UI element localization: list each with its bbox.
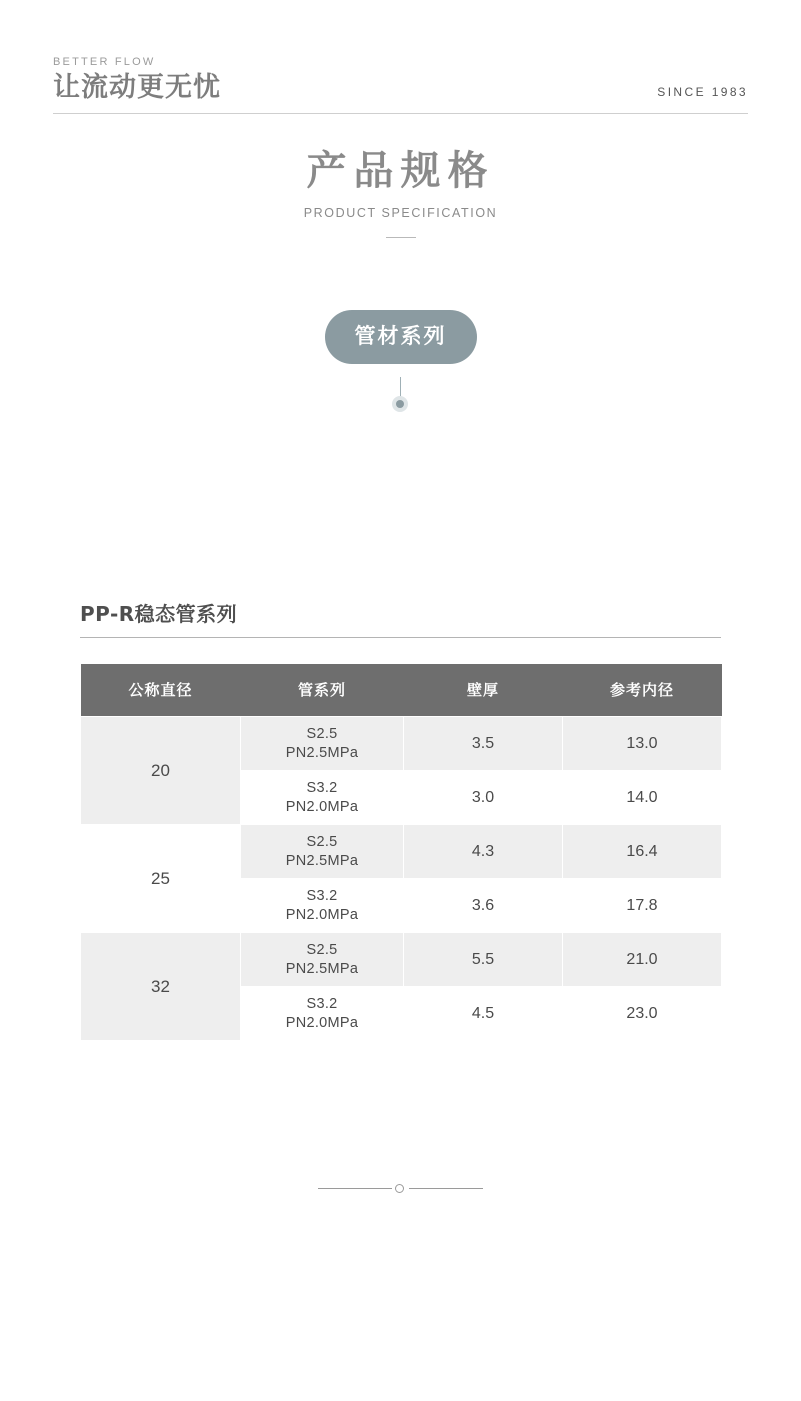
column-header-nominal-diameter: 公称直径 — [81, 664, 241, 717]
title-dash-divider — [386, 237, 416, 238]
series-pressure: PN2.5MPa — [285, 960, 359, 977]
table-row — [81, 825, 722, 879]
cell-wall-thickness: 3.6 — [404, 879, 563, 933]
brand-tagline-cn: 让流动更无忧 — [53, 72, 221, 103]
cell-inner-diameter: 23.0 — [563, 987, 722, 1041]
cell-inner-diameter: 16.4 — [563, 825, 722, 879]
series-code: S3.2 — [306, 887, 338, 904]
cell-inner-diameter: 21.0 — [563, 933, 722, 987]
cell-wall-thickness: 3.0 — [404, 771, 563, 825]
table-header-row — [81, 664, 722, 717]
brand-tagline-en: BETTER FLOW — [53, 56, 156, 68]
badge-connector-line — [400, 377, 401, 398]
column-header-pipe-series: 管系列 — [241, 664, 404, 717]
series-pressure: PN2.0MPa — [285, 906, 359, 923]
since-label: SINCE 1983 — [657, 85, 748, 99]
cell-pipe-series — [241, 825, 404, 879]
category-badge-wrapper — [0, 310, 801, 364]
cell-wall-thickness: 5.5 — [404, 933, 563, 987]
header-divider — [53, 113, 748, 114]
cell-inner-diameter: 14.0 — [563, 771, 722, 825]
cell-pipe-series — [241, 879, 404, 933]
brand-logo — [53, 55, 353, 105]
page-subtitle: PRODUCT SPECIFICATION — [303, 206, 498, 220]
page-title: 产品规格 — [306, 148, 495, 194]
cell-wall-thickness: 4.3 — [404, 825, 563, 879]
series-code: S3.2 — [306, 779, 338, 796]
cell-nominal-diameter: 20 — [81, 717, 241, 825]
cell-nominal-diameter: 32 — [81, 933, 241, 1041]
series-code: S2.5 — [306, 941, 338, 958]
table-row — [81, 933, 722, 987]
cell-pipe-series — [241, 933, 404, 987]
series-code: S2.5 — [306, 833, 338, 850]
series-code: S2.5 — [306, 725, 338, 742]
ornament-circle-icon — [395, 1184, 404, 1193]
cell-inner-diameter: 13.0 — [563, 717, 722, 771]
table-row — [81, 717, 722, 771]
cell-pipe-series — [241, 771, 404, 825]
badge-connector-dot-inner — [396, 400, 404, 408]
section-divider — [80, 637, 721, 638]
specification-table — [80, 664, 722, 1041]
cell-pipe-series — [241, 987, 404, 1041]
series-pressure: PN2.0MPa — [285, 1014, 359, 1031]
ornament-line-right — [409, 1188, 483, 1189]
series-pressure: PN2.0MPa — [285, 798, 359, 815]
section-title: PP-R稳态管系列 — [80, 602, 238, 626]
cell-inner-diameter: 17.8 — [563, 879, 722, 933]
cell-wall-thickness: 3.5 — [404, 717, 563, 771]
ornament-line-left — [318, 1188, 392, 1189]
page-title-block — [0, 145, 801, 238]
spec-section — [80, 600, 721, 1041]
series-code: S3.2 — [306, 995, 338, 1012]
page-header — [53, 55, 748, 115]
cell-nominal-diameter: 25 — [81, 825, 241, 933]
column-header-wall-thickness: 壁厚 — [404, 664, 563, 717]
footer-ornament — [0, 1180, 801, 1200]
category-badge[interactable]: 管材系列 — [325, 310, 477, 364]
series-pressure: PN2.5MPa — [285, 744, 359, 761]
cell-pipe-series — [241, 717, 404, 771]
column-header-reference-inner-diameter: 参考内径 — [563, 664, 722, 717]
cell-wall-thickness: 4.5 — [404, 987, 563, 1041]
series-pressure: PN2.5MPa — [285, 852, 359, 869]
